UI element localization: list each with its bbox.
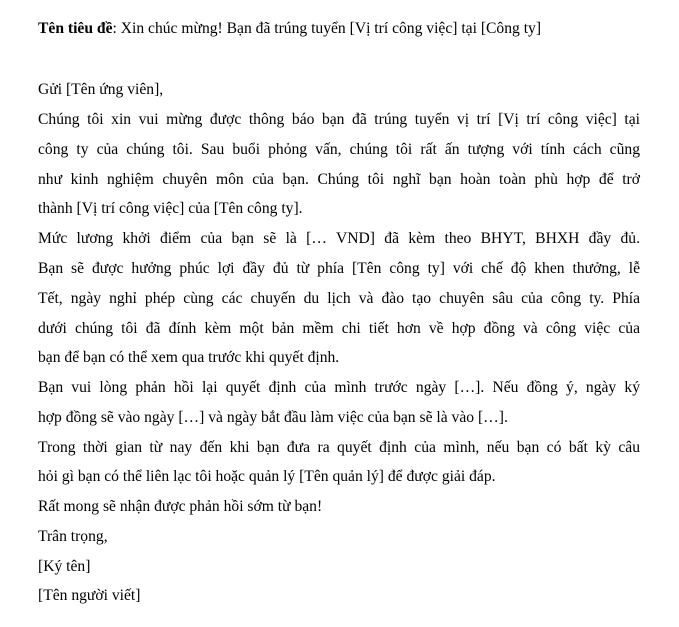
paragraph-2-line-4: dưới chúng tôi đã đính kèm một bản mềm chi tiết hơn về hợp đồng và công việc của (38, 320, 640, 337)
paragraph-4-line-2: hỏi gì bạn có thể liên lạc tôi hoặc quản lý [Tên quản lý] để được giải đáp. (38, 468, 496, 485)
subject-line (38, 19, 541, 39)
paragraph-1-line-1: Chúng tôi xin vui mừng được thông báo bạn đã trúng tuyển vị trí [Vị trí công việc] tại (38, 111, 640, 128)
paragraph-2-line-5: bạn để bạn có thể xem qua trước khi quyết định. (38, 349, 340, 366)
paragraph-2-line-1: Mức lương khởi điểm của bạn sẽ là [… VND] đã kèm theo BHYT, BHXH đầy đủ. (38, 230, 640, 247)
paragraph-2-line-3: Tết, ngày nghỉ phép cùng các chuyến du lịch và đào tạo chuyên sâu của công ty. Phía (38, 290, 640, 307)
paragraph-3-line-1: Bạn vui lòng phản hồi lại quyết định của mình trước ngày […]. Nếu đồng ý, ngày ký (38, 379, 640, 396)
paragraph-5-line-1: Rất mong sẽ nhận được phản hồi sớm từ bạn! (38, 498, 323, 515)
signature: [Ký tên] (38, 558, 91, 575)
paragraph-2-line-2: Bạn sẽ được hưởng phúc lợi đầy đủ từ phía [Tên công ty] với chế độ khen thưởng, lễ (38, 260, 640, 277)
subject-label: Tên tiêu đề (38, 20, 113, 37)
greeting: Gửi [Tên ứng viên], (38, 81, 164, 98)
writer-name: [Tên người viết] (38, 587, 141, 604)
subject-text: : Xin chúc mừng! Bạn đã trúng tuyển [Vị trí công việc] tại [Công ty] (112, 20, 542, 37)
closing: Trân trọng, (38, 528, 108, 545)
paragraph-1-line-4: thành [Vị trí công việc] của [Tên công ty]. (38, 200, 303, 217)
paragraph-1-line-2: công ty của chúng tôi. Sau buổi phỏng vấn, chúng tôi rất ấn tượng với tính cách cũng (38, 141, 640, 158)
paragraph-1-line-3: như kinh nghiệm chuyên môn của bạn. Chúng tôi nghĩ bạn hoàn toàn phù hợp để trở (38, 171, 640, 188)
paragraph-3-line-2: hợp đồng sẽ vào ngày […] và ngày bắt đầu làm việc của bạn sẽ là vào […]. (38, 409, 508, 426)
paragraph-4-line-1: Trong thời gian từ nay đến khi bạn đưa ra quyết định của mình, nếu bạn có bất kỳ câu (38, 439, 640, 456)
